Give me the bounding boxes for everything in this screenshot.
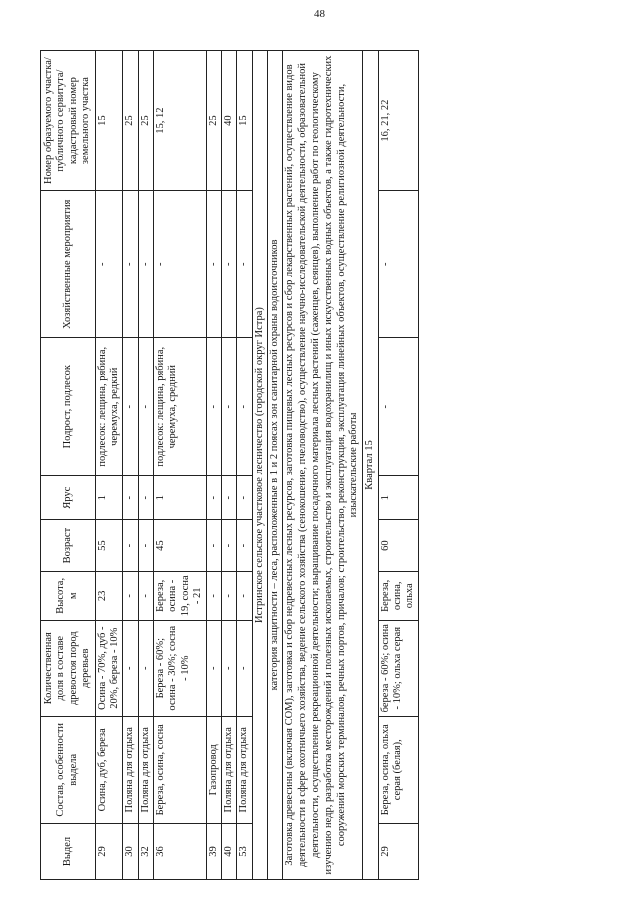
header-podrost: Подрост, подлесок	[41, 338, 96, 476]
cell-yarus: -	[123, 476, 138, 520]
header-hoz: Хозяйственные мероприятия	[41, 191, 96, 338]
cell-podrost: -	[221, 338, 236, 476]
cell-nomer: 25	[206, 51, 221, 191]
cell-kolichestvo: -	[221, 620, 236, 716]
cell-hoz: -	[237, 191, 252, 338]
rotated-table-container	[40, 50, 490, 880]
cell-vozrast: -	[237, 520, 252, 571]
cell-vydel: 39	[206, 823, 221, 879]
cell-hoz: -	[378, 191, 418, 338]
section-lesnichestvo: Истринское сельское участковое лесничество (городской округ Истра)	[252, 51, 267, 880]
header-vysota: Высота, м	[41, 571, 96, 620]
cell-vozrast: -	[138, 520, 153, 571]
cell-vysota: -	[138, 571, 153, 620]
table-body-bottom	[378, 51, 418, 880]
cell-kolichestvo: береза - 60%; осина - 10%; ольха серая	[378, 620, 418, 716]
header-vydel: Выдел	[41, 823, 96, 879]
cell-vysota: 23	[95, 571, 123, 620]
cell-vozrast: -	[221, 520, 236, 571]
cell-hoz: -	[221, 191, 236, 338]
cell-vydel: 30	[123, 823, 138, 879]
header-kolichestvo: Количественная доля в составе древостоя пород деревьев	[41, 620, 96, 716]
cell-vysota: -	[123, 571, 138, 620]
cell-sostav: Береза, осина, сосна	[154, 716, 207, 823]
header-vozrast: Возраст	[41, 520, 96, 571]
cell-sostav: Поляна для отдыха	[221, 716, 236, 823]
page-number: 48	[314, 8, 325, 20]
cell-hoz: -	[95, 191, 123, 338]
cell-nomer: 15	[237, 51, 252, 191]
cell-vydel: 40	[221, 823, 236, 879]
table-row	[138, 51, 153, 880]
cell-yarus: 1	[378, 476, 418, 520]
cell-yarus: 1	[95, 476, 123, 520]
cell-nomer: 16, 21, 22	[378, 51, 418, 191]
cell-vysota: Береза, осина - 19, сосна - 21	[154, 571, 207, 620]
table-body-section	[252, 51, 378, 880]
cell-nomer: 15	[95, 51, 123, 191]
cell-vysota: -	[206, 571, 221, 620]
cell-kolichestvo: -	[206, 620, 221, 716]
cell-podrost: -	[378, 338, 418, 476]
header-yarus: Ярус	[41, 476, 96, 520]
cell-kolichestvo: -	[237, 620, 252, 716]
cell-vydel: 32	[138, 823, 153, 879]
table-row	[95, 51, 123, 880]
forest-plot-table	[40, 50, 419, 880]
cell-kolichestvo: Осина - 70%, дуб - 20%, береза - 10%	[95, 620, 123, 716]
cell-sostav: Поляна для отдыха	[123, 716, 138, 823]
cell-yarus: -	[138, 476, 153, 520]
cell-yarus: -	[221, 476, 236, 520]
cell-nomer: 40	[221, 51, 236, 191]
cell-podrost: -	[237, 338, 252, 476]
cell-vydel: 53	[237, 823, 252, 879]
cell-sostav: Поляна для отдыха	[138, 716, 153, 823]
cell-kolichestvo: -	[138, 620, 153, 716]
cell-vozrast: 55	[95, 520, 123, 571]
header-sostav: Состав, особенности выдела	[41, 716, 96, 823]
cell-podrost: подлесок: лещина, рябина, черемуха, средний	[154, 338, 207, 476]
cell-kolichestvo: -	[123, 620, 138, 716]
cell-sostav: Газопровод	[206, 716, 221, 823]
section-kvartal: Квартал 15	[363, 51, 378, 880]
section-category: категория защитности – леса, расположенные в 1 и 2 поясах зон санитарной охраны водоисточников	[268, 51, 283, 880]
table-row	[237, 51, 252, 880]
table-row	[123, 51, 138, 880]
cell-hoz: -	[206, 191, 221, 338]
cell-yarus: 1	[154, 476, 207, 520]
section-row	[252, 51, 267, 880]
cell-nomer: 25	[123, 51, 138, 191]
table-row	[378, 51, 418, 880]
cell-nomer: 15, 12	[154, 51, 207, 191]
cell-vozrast: -	[123, 520, 138, 571]
cell-kolichestvo: Береза - 60%; осина - 30%; сосна - 10%	[154, 620, 207, 716]
activities-text: Заготовка древесины (включая СОМ), заготовка и сбор недревесных лесных ресурсов, заготовка пищевых лесных ресурсов и сбор лекарственных растений, осуществление видов деятельности в сфере охотничьего хозяйства, ведение сельского хозяйства (сенокошение, пчеловодство), осуществление научно-исследовательской деятельности, образовательной деятельности, осуществление рекреационной деятельности; выращивание посадочного материала лесных растений (саженцев, сеянцев), выполнение работ по геологическому изучению недр, разработка месторождений и полезных ископаемых, строительство и эксплуатация водохранилищ и иных искусственных водных объектов, а также гидротехнических сооружений морских терминалов, речных портов, причалов; строительство, реконструкция, эксплуатация линейных объектов, осуществление религиозной деятельности, изыскательские работы	[283, 51, 363, 880]
cell-sostav: Осина, дуб, береза	[95, 716, 123, 823]
table-row	[206, 51, 221, 880]
cell-nomer: 25	[138, 51, 153, 191]
cell-vydel: 29	[95, 823, 123, 879]
table-body-top	[95, 51, 252, 880]
cell-podrost: -	[123, 338, 138, 476]
cell-vozrast: -	[206, 520, 221, 571]
cell-hoz: -	[138, 191, 153, 338]
cell-yarus: -	[237, 476, 252, 520]
cell-hoz: -	[123, 191, 138, 338]
section-row	[268, 51, 283, 880]
cell-sostav: Береза, осина, ольха серая (белая),	[378, 716, 418, 823]
cell-vydel: 29	[378, 823, 418, 879]
cell-podrost: -	[206, 338, 221, 476]
cell-vozrast: 60	[378, 520, 418, 571]
table-header-row	[41, 51, 96, 880]
cell-podrost: -	[138, 338, 153, 476]
cell-hoz: -	[154, 191, 207, 338]
cell-podrost: подлесок: лещина, рябина, черемуха, редкий	[95, 338, 123, 476]
cell-vysota: Береза, осина, ольха	[378, 571, 418, 620]
section-row	[363, 51, 378, 880]
cell-yarus: -	[206, 476, 221, 520]
cell-vysota: -	[221, 571, 236, 620]
header-nomer: Номер образуемого участка/публичного сервитута/кадастровый номер земельного участка	[41, 51, 96, 191]
table-row	[221, 51, 236, 880]
cell-vydel: 36	[154, 823, 207, 879]
section-row	[283, 51, 363, 880]
cell-vysota: -	[237, 571, 252, 620]
cell-sostav: Поляна для отдыха	[237, 716, 252, 823]
table-row	[154, 51, 207, 880]
cell-vozrast: 45	[154, 520, 207, 571]
